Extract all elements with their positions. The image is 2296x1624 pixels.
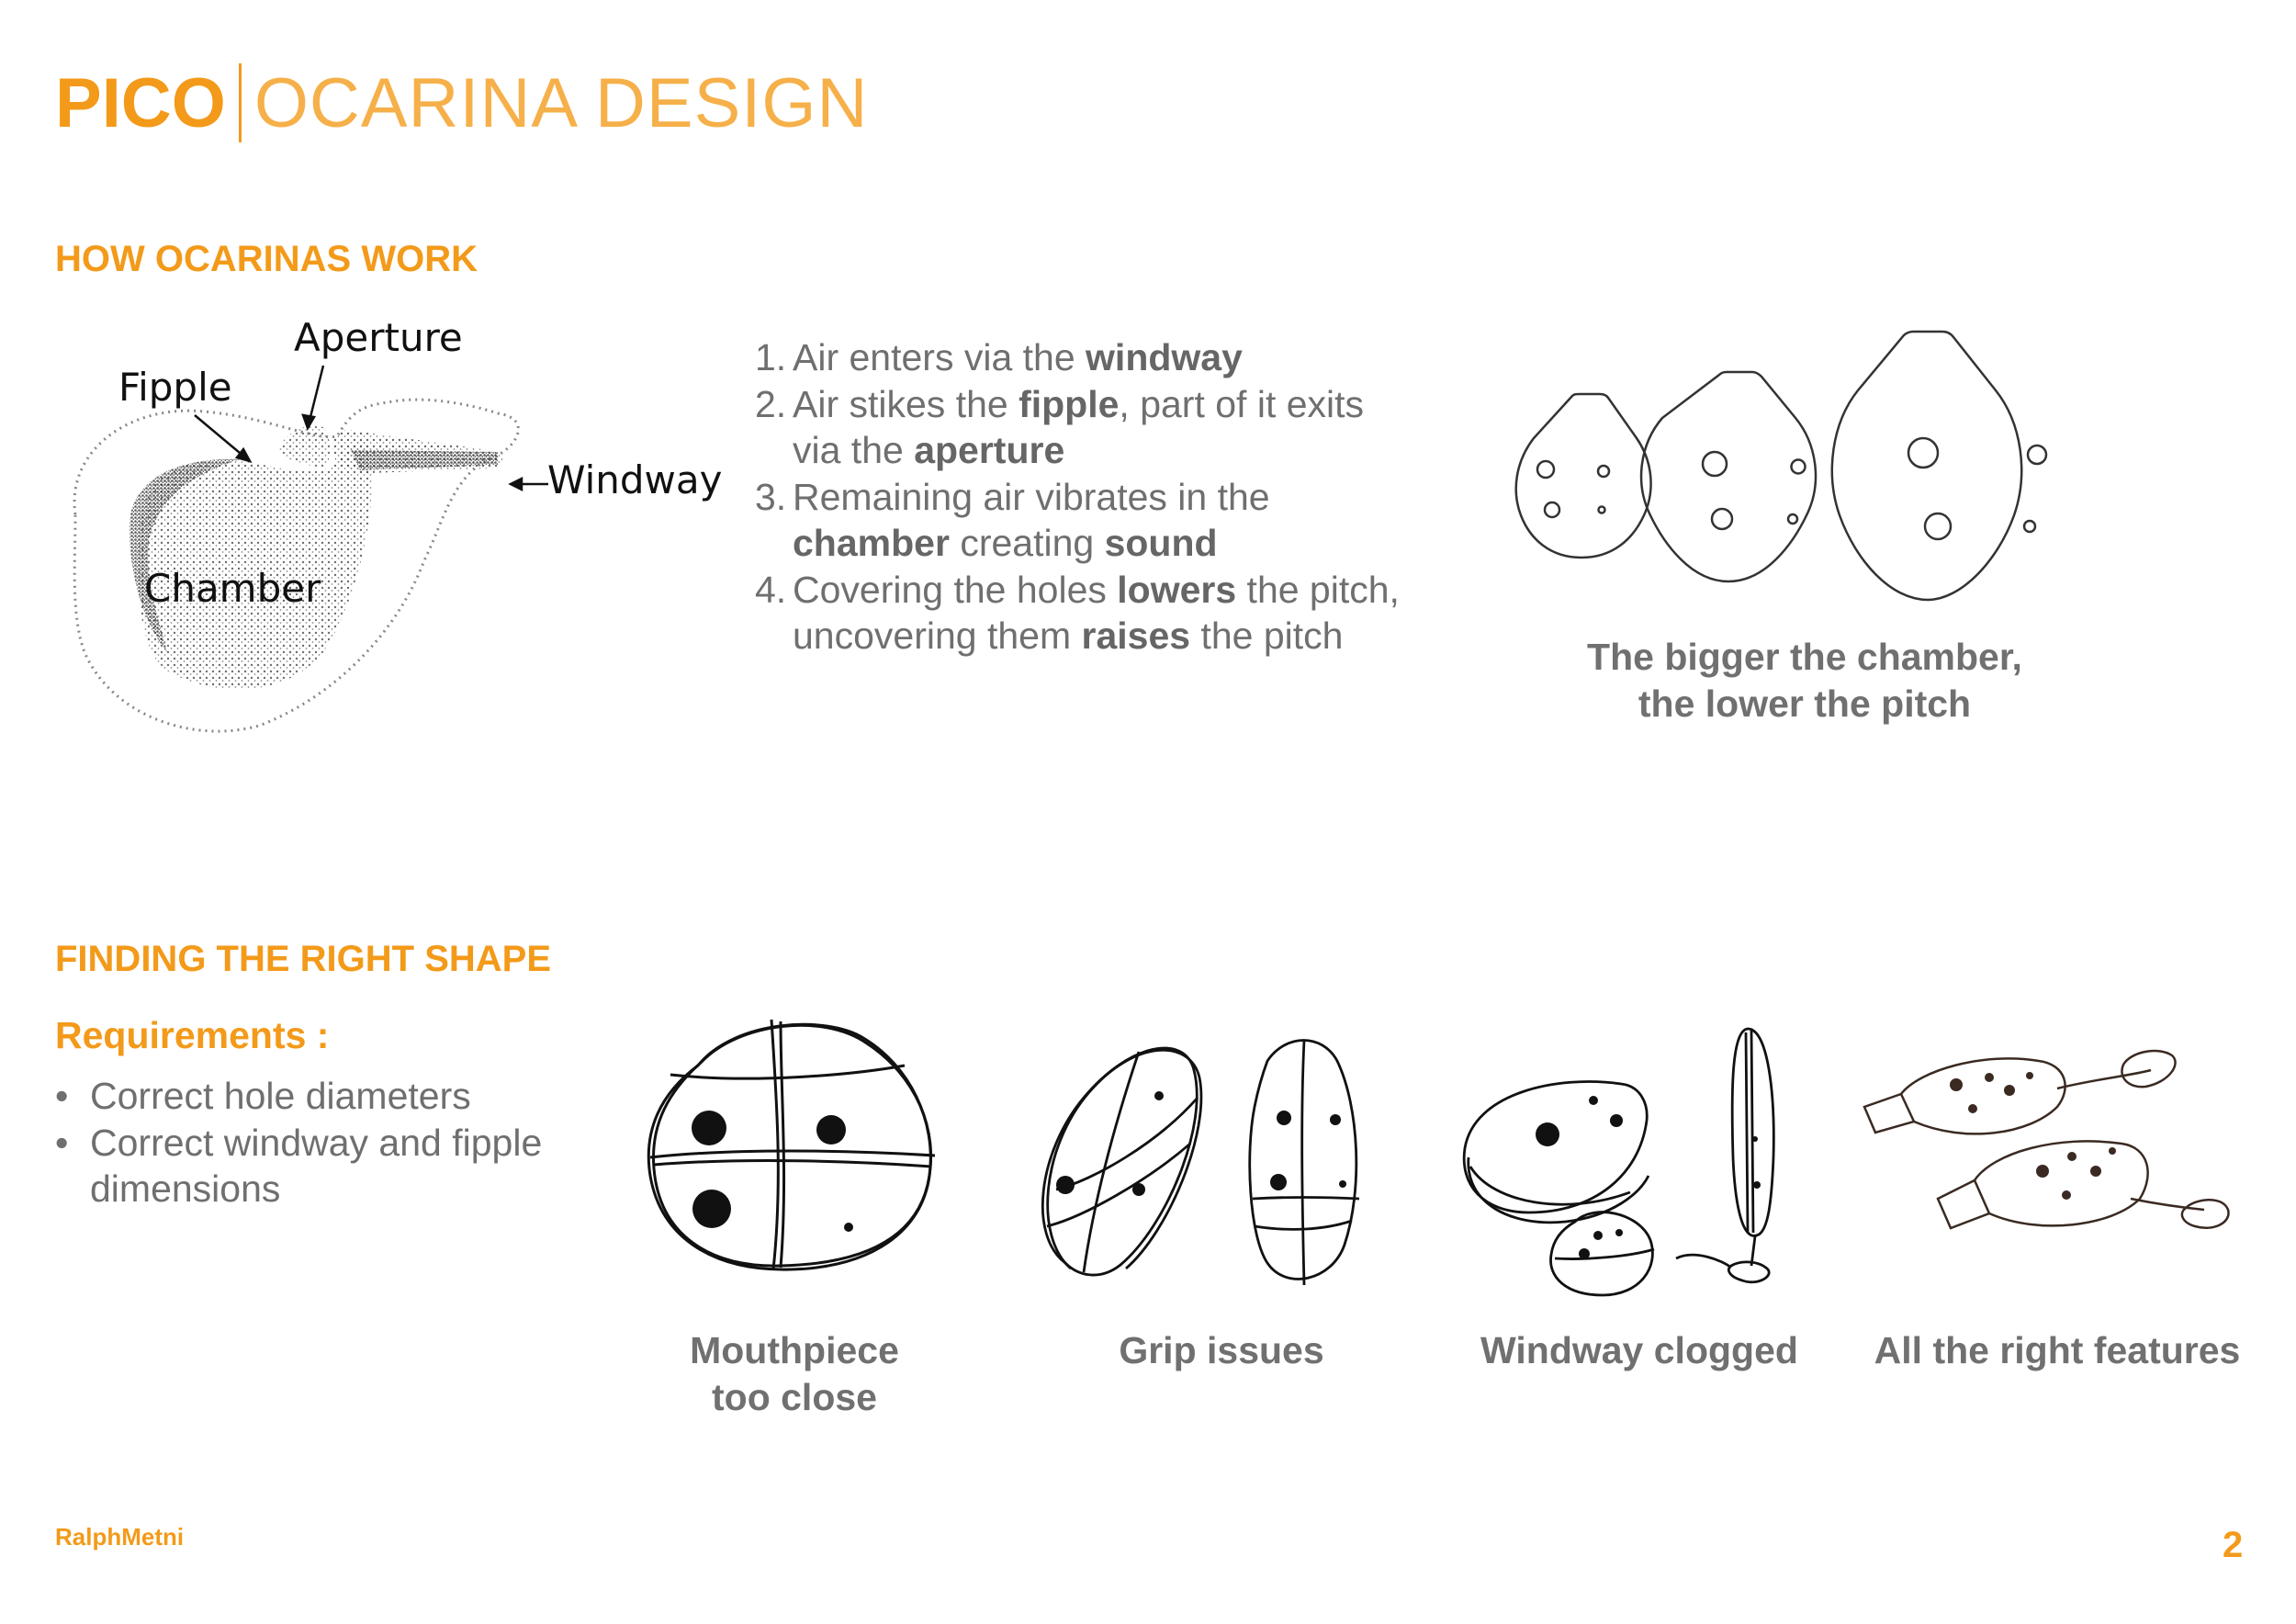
page-subtitle: OCARINA DESIGN [253, 64, 869, 142]
step-keyword: chamber [793, 522, 950, 564]
requirements-list [55, 1073, 625, 1212]
caption-mouthpiece-line-2: too close [712, 1376, 877, 1418]
step-text [793, 474, 1416, 567]
step-text [793, 334, 1243, 381]
step-keyword: fipple [1019, 382, 1120, 425]
step-text-run: , part of it exits via the [793, 382, 1365, 471]
footer-author: RalphMetni [55, 1523, 185, 1551]
requirement-item [55, 1120, 625, 1212]
step-item [755, 567, 1416, 660]
page-number: 2 [2223, 1525, 2244, 1565]
requirement-item [55, 1073, 625, 1120]
caption-mouthpiece-too-close [643, 1327, 946, 1421]
aperture-label: Aperture [294, 315, 463, 360]
step-item [755, 381, 1416, 474]
section-heading-finding-right-shape: FINDING THE RIGHT SHAPE [55, 939, 552, 979]
step-text-run: Air enters via the [793, 336, 1086, 378]
requirements-title: Requirements : [55, 1014, 330, 1056]
chamber-caption-line-2: the lower the pitch [1638, 682, 1972, 725]
step-keyword: sound [1104, 522, 1218, 564]
chamber-label: Chamber [144, 566, 321, 611]
step-text [793, 381, 1416, 474]
step-text-run: Air stikes the [793, 382, 1019, 425]
step-text-run: Covering the holes [793, 568, 1118, 611]
step-keyword: raises [1081, 615, 1191, 657]
chamber-pitch-caption [1525, 634, 2085, 727]
page-title [55, 62, 868, 148]
step-keyword: windway [1086, 336, 1243, 378]
brand-name: PICO [55, 64, 226, 142]
requirement-text: Correct windway and fipple dimensions [90, 1121, 543, 1210]
ocarina-cross-section-diagram [57, 303, 755, 744]
chamber-caption-line-1: The bigger the chamber, [1587, 636, 2022, 678]
step-number: 3. [755, 475, 787, 518]
step-keyword: aperture [914, 429, 1065, 471]
small-ocarina-outline [1516, 394, 1651, 558]
large-ocarina-outline [1832, 332, 2021, 600]
step-text-run: the pitch [1190, 615, 1344, 657]
medium-ocarina-outline [1641, 372, 1816, 581]
sketch-grip-issues [1029, 1024, 1405, 1300]
section-heading-how-ocarinas-work: HOW OCARINAS WORK [55, 239, 478, 279]
sketch-windway-clogged [1456, 1020, 1823, 1304]
step-number: 1. [755, 336, 787, 378]
windway-label: Windway [547, 457, 723, 502]
bullet-icon: • [55, 1075, 69, 1117]
step-item [755, 474, 1416, 567]
step-number: 2. [755, 382, 787, 425]
requirement-text: Correct hole diameters [90, 1075, 471, 1117]
step-item [755, 334, 1416, 381]
sketch-all-right-features [1855, 1033, 2241, 1245]
caption-grip-issues: Grip issues [1119, 1329, 1324, 1371]
caption-windway-clogged: Windway clogged [1480, 1329, 1798, 1371]
sketch-mouthpiece-too-close [643, 1010, 946, 1277]
step-text-run: Remaining air vibrates in the [793, 475, 1270, 518]
caption-all-right-features: All the right features [1874, 1329, 2241, 1371]
ocarina-steps-list [755, 334, 1416, 660]
step-text-run: creating [949, 522, 1105, 564]
caption-mouthpiece-line-1: Mouthpiece [690, 1329, 899, 1371]
step-keyword: lowers [1117, 568, 1237, 611]
title-divider [239, 63, 242, 142]
step-text-run: the pitch, uncovering them [793, 568, 1400, 657]
step-number: 4. [755, 568, 787, 611]
bullet-icon: • [55, 1121, 69, 1164]
step-text [793, 567, 1416, 660]
chamber-size-diagram [1506, 326, 2103, 611]
fipple-label: Fipple [118, 365, 232, 410]
